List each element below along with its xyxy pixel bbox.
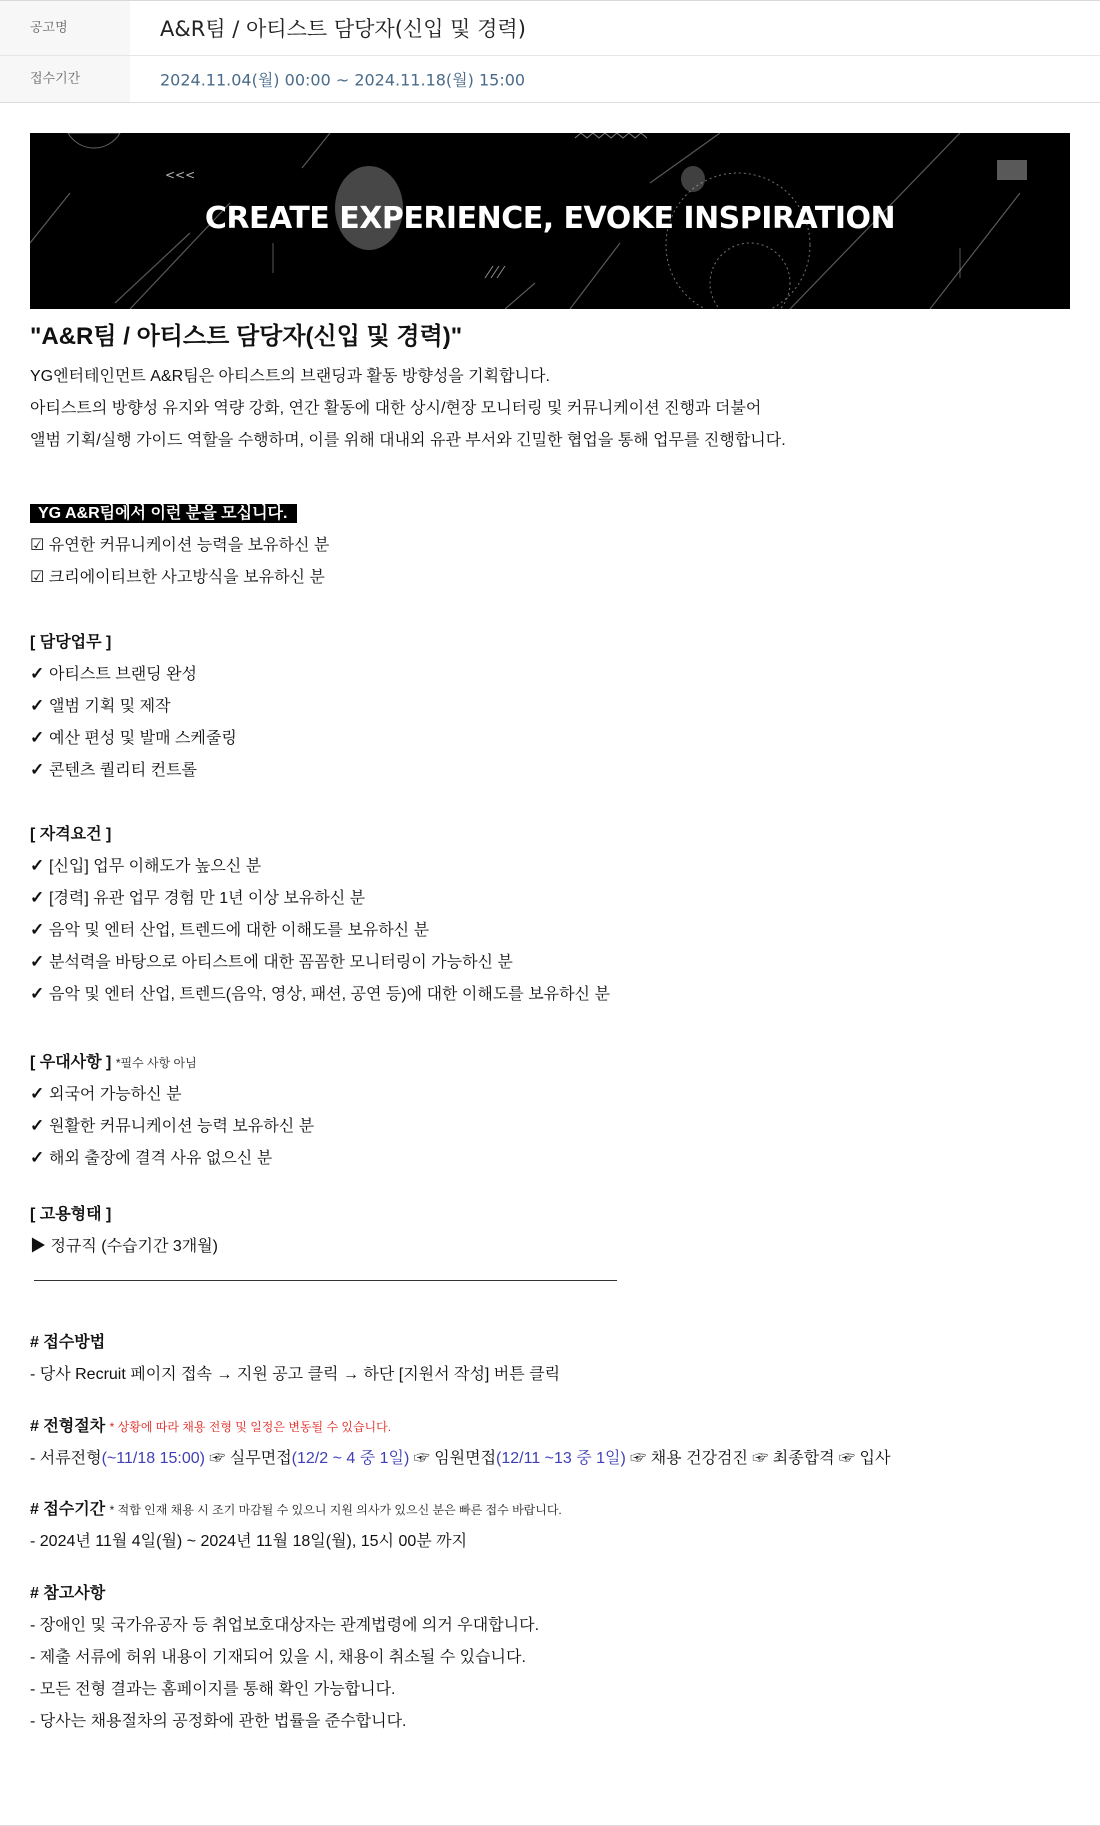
check-icon: ✓ (30, 952, 45, 971)
period-heading: # 접수기간 * 적합 인재 채용 시 조기 마감될 수 있으니 지원 의사가 있으신 분은 빠른 접수 바랍니다. (30, 1501, 562, 1518)
note-item: - 제출 서류에 허위 내용이 기재되어 있을 시, 채용이 취소될 수 있습니다. (30, 1649, 526, 1666)
duties-heading: [ 담당업무 ] (30, 634, 112, 651)
qual-item: ✓ 음악 및 엔터 산업, 트렌드(음악, 영상, 패션, 공연 등)에 대한 이해도를 보유하신 분 (30, 984, 610, 1003)
duty-item: ✓ 앨범 기획 및 제작 (30, 696, 171, 715)
check-icon: ✓ (30, 984, 45, 1003)
check-icon: ✓ (30, 856, 45, 875)
qual-item: ✓ 음악 및 엔터 산업, 트렌드에 대한 이해도를 보유하신 분 (30, 920, 430, 939)
notes-heading: # 참고사항 (30, 1585, 106, 1602)
duty-item: ✓ 예산 편성 및 발매 스케줄링 (30, 728, 237, 747)
banner-slogan: CREATE EXPERIENCE, EVOKE INSPIRATION (204, 201, 896, 236)
check-icon: ✓ (30, 696, 45, 715)
note-item: - 당사는 채용절차의 공정화에 관한 법률을 준수합니다. (30, 1713, 407, 1730)
period-value: - 2024년 11월 4일(월) ~ 2024년 11월 18일(월), 15시 00분 까지 (30, 1533, 468, 1550)
qual-item: ✓ [신입] 업무 이해도가 높으신 분 (30, 856, 262, 875)
divider (34, 1280, 617, 1281)
process-steps: - 서류전형(~11/18 15:00) ☞ 실무면접(12/2 ~ 4 중 1일) ☞ 임원면접(12/11 ~13 중 1일) ☞ 채용 건강검진 ☞ 최종합격 ☞ 입사 (30, 1450, 891, 1467)
info-row-title (0, 1, 1100, 56)
apply-heading: # 접수방법 (30, 1334, 106, 1351)
note-item: - 모든 전형 결과는 홈페이지를 통해 확인 가능합니다. (30, 1681, 396, 1698)
check-icon: ✓ (30, 888, 45, 907)
check-icon: ✓ (30, 760, 45, 779)
quals-heading: [ 자격요건 ] (30, 826, 112, 843)
check-icon: ✓ (30, 920, 45, 939)
seek-heading: YG A&R팀에서 이런 분을 모십니다. (30, 500, 297, 523)
check-icon: ✓ (30, 1084, 45, 1103)
note-item: - 장애인 및 국가유공자 등 취업보호대상자는 관계법령에 의거 우대합니다. (30, 1617, 540, 1634)
qual-item: ✓ 분석력을 바탕으로 아티스트에 대한 꼼꼼한 모니터링이 가능하신 분 (30, 952, 513, 971)
check-icon: ✓ (30, 1148, 45, 1167)
check-icon: ✓ (30, 728, 45, 747)
post-title: "A&R팀 / 아티스트 담당자(신입 및 경력)" (30, 323, 463, 350)
check-icon: ✓ (30, 1116, 45, 1135)
pref-item: ✓ 외국어 가능하신 분 (30, 1084, 182, 1103)
pref-item: ✓ 해외 출장에 결격 사유 없으신 분 (30, 1148, 273, 1167)
pref-item: ✓ 원활한 커뮤니케이션 능력 보유하신 분 (30, 1116, 315, 1135)
application-period-value: 2024.11.04(월) 00:00 ~ 2024.11.18(월) 15:00 (160, 70, 526, 90)
duty-item: ✓ 콘텐츠 퀄리티 컨트롤 (30, 760, 197, 779)
intro-line: 앨범 기획/실행 가이드 역할을 수행하며, 이를 위해 대내외 유관 부서와 긴밀한 협업을 통해 업무를 진행합니다. (30, 432, 786, 449)
duty-item: ✓ 아티스트 브랜딩 완성 (30, 664, 197, 683)
job-banner (30, 133, 1070, 309)
check-icon: ✓ (30, 664, 45, 683)
seek-item: ☑ 유연한 커뮤니케이션 능력을 보유하신 분 (30, 537, 330, 554)
apply-value: - 당사 Recruit 페이지 접속 → 지원 공고 클릭 → 하단 [지원서 작성] 버튼 클릭 (30, 1366, 561, 1383)
job-title-value: A&R팀 / 아티스트 담당자(신입 및 경력) (160, 17, 526, 41)
employment-heading: [ 고용형태 ] (30, 1206, 112, 1223)
info-label-title: 공고명 (0, 1, 130, 55)
intro-line: 아티스트의 방향성 유지와 역량 강화, 연간 활동에 대한 상시/현장 모니터링 및 커뮤니케이션 진행과 더불어 (30, 400, 762, 417)
seek-item: ☑ 크리에이티브한 사고방식을 보유하신 분 (30, 569, 325, 586)
banner-arrows: <<< (165, 168, 196, 182)
qual-item: ✓ [경력] 유관 업무 경험 만 1년 이상 보유하신 분 (30, 888, 366, 907)
prefs-heading: [ 우대사항 ] *필수 사항 아님 (30, 1054, 197, 1071)
info-row-period (0, 56, 1100, 103)
intro-line: YG엔터테인먼트 A&R팀은 아티스트의 브랜딩과 활동 방향성을 기획합니다. (30, 368, 550, 385)
employment-value: ▶ 정규직 (수습기간 3개월) (30, 1238, 218, 1255)
process-heading: # 전형절차 * 상황에 따라 채용 전형 및 일정은 변동될 수 있습니다. (30, 1418, 392, 1435)
info-label-period: 접수기간 (0, 56, 130, 102)
